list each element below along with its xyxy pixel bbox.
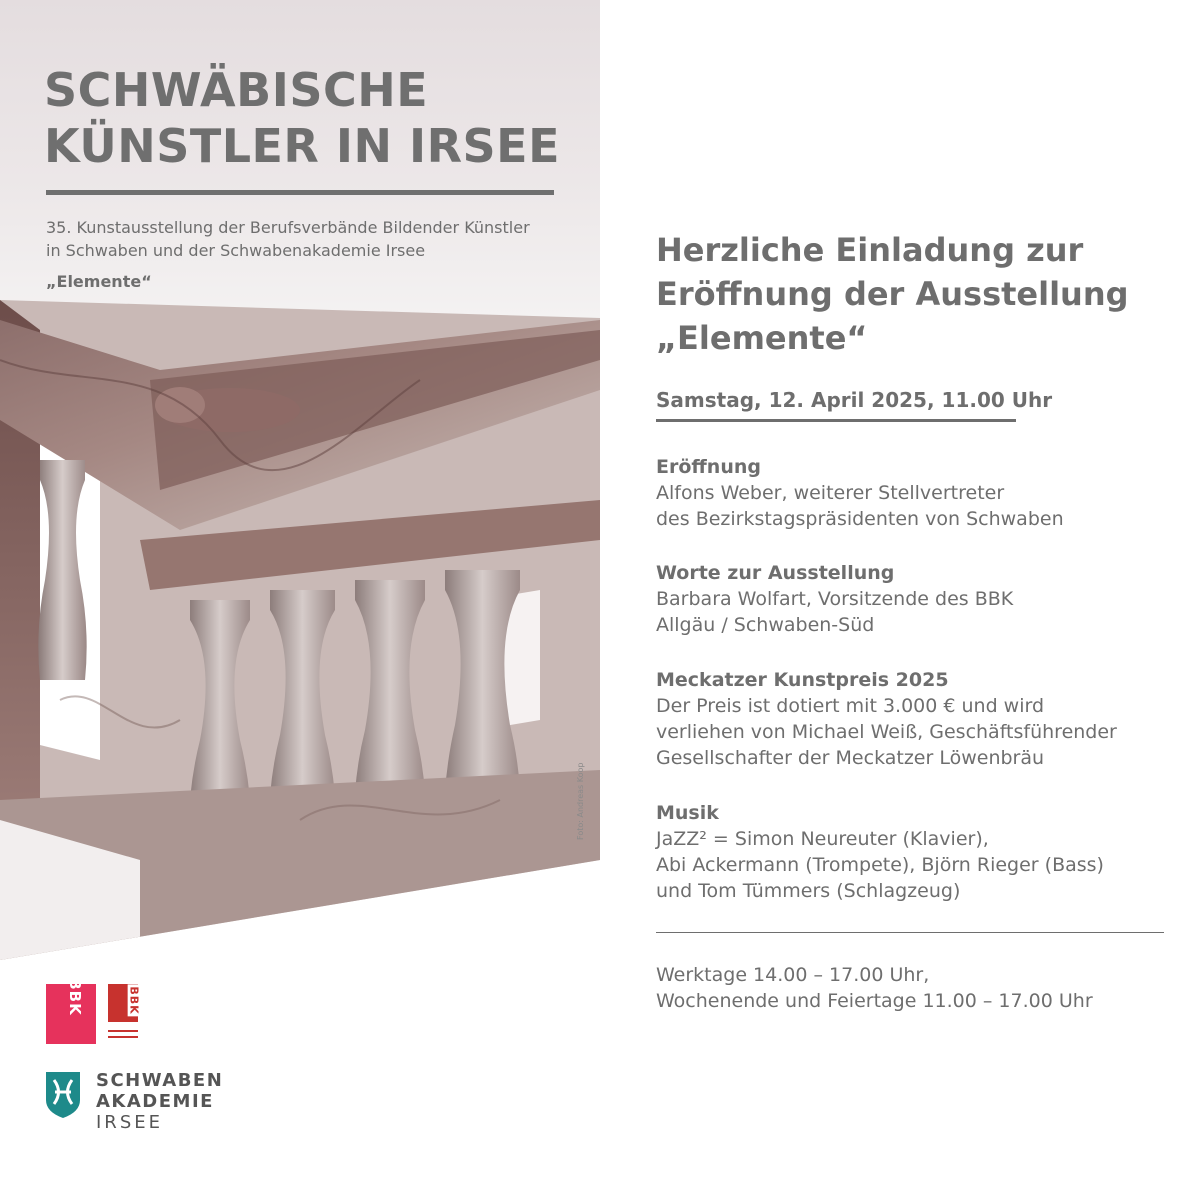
program-line: Alfons Weber, weiterer Stellvertreter bbox=[656, 482, 1005, 504]
program-heading: Meckatzer Kunstpreis 2025 bbox=[656, 669, 949, 691]
schwabenakademie-wordmark bbox=[96, 1070, 223, 1133]
program-line: Allgäu / Schwaben-Süd bbox=[656, 614, 875, 636]
wordmark-line-3: IRSEE bbox=[96, 1112, 163, 1133]
wordmark-line-2: AKADEMIE bbox=[96, 1091, 214, 1112]
bbk-logo-2 bbox=[108, 984, 141, 1022]
title-line-1: SCHWÄBISCHE bbox=[44, 63, 429, 117]
program-line: Gesellschafter der Meckatzer Löwenbräu bbox=[656, 747, 1045, 769]
program-line: und Tom Tümmers (Schlagzeug) bbox=[656, 880, 961, 902]
bbk-logo-2-text: BBK bbox=[127, 986, 141, 1015]
hours-divider bbox=[656, 932, 1164, 933]
invitation-heading bbox=[656, 228, 1176, 360]
program-item-words bbox=[656, 560, 1176, 638]
program-heading: Eröffnung bbox=[656, 456, 761, 478]
bbk-logo-1-text: BBK bbox=[65, 978, 84, 1016]
balustrade-photo bbox=[0, 300, 600, 960]
schwabenakademie-emblem-icon bbox=[46, 1072, 80, 1118]
program-line: verliehen von Michael Weiß, Geschäftsführender bbox=[656, 721, 1117, 743]
hours-line-1: Werktage 14.00 – 17.00 Uhr, bbox=[656, 964, 930, 986]
opening-hours bbox=[656, 962, 1093, 1014]
exhibition-name: „Elemente“ bbox=[46, 272, 152, 291]
photo-credit: Foto: Andreas Koop bbox=[576, 762, 585, 840]
bbk-logo-1 bbox=[46, 978, 96, 1044]
program-item-award bbox=[656, 667, 1176, 771]
heading-line-1: Herzliche Einladung zur bbox=[656, 231, 1084, 269]
bbk-logo-2-fineprint-2 bbox=[108, 1036, 138, 1038]
program-line: des Bezirkstagspräsidenten von Schwaben bbox=[656, 508, 1064, 530]
date-underline bbox=[656, 419, 1016, 422]
wordmark-line-1: SCHWABEN bbox=[96, 1070, 224, 1091]
title-line-2: KÜNSTLER IN IRSEE bbox=[44, 119, 561, 173]
bbk-logo-1-fineprint bbox=[46, 1036, 96, 1038]
exhibition-subtitle bbox=[46, 216, 586, 262]
bbk-logo-2-fineprint bbox=[108, 1030, 138, 1032]
program-heading: Musik bbox=[656, 802, 719, 824]
program-line: Barbara Wolfart, Vorsitzende des BBK bbox=[656, 588, 1014, 610]
opening-date: Samstag, 12. April 2025, 11.00 Uhr bbox=[656, 388, 1053, 412]
program-line: Abi Ackermann (Trompete), Björn Rieger (Bass) bbox=[656, 854, 1104, 876]
hours-line-2: Wochenende und Feiertage 11.00 – 17.00 Uhr bbox=[656, 990, 1093, 1012]
subtitle-line-2: in Schwaben und der Schwabenakademie Irsee bbox=[46, 241, 426, 260]
program-line: Der Preis ist dotiert mit 3.000 € und wird bbox=[656, 695, 1045, 717]
title-rule bbox=[46, 190, 554, 195]
heading-line-3: „Elemente“ bbox=[656, 319, 868, 357]
program-item-opening bbox=[656, 454, 1176, 532]
program-heading: Worte zur Ausstellung bbox=[656, 562, 895, 584]
subtitle-line-1: 35. Kunstausstellung der Berufsverbände Bildender Künstler bbox=[46, 218, 530, 237]
program-item-music bbox=[656, 800, 1176, 904]
program-line: JaZZ² = Simon Neureuter (Klavier), bbox=[656, 828, 989, 850]
heading-line-2: Eröffnung der Ausstellung bbox=[656, 275, 1129, 313]
main-title bbox=[44, 62, 584, 174]
